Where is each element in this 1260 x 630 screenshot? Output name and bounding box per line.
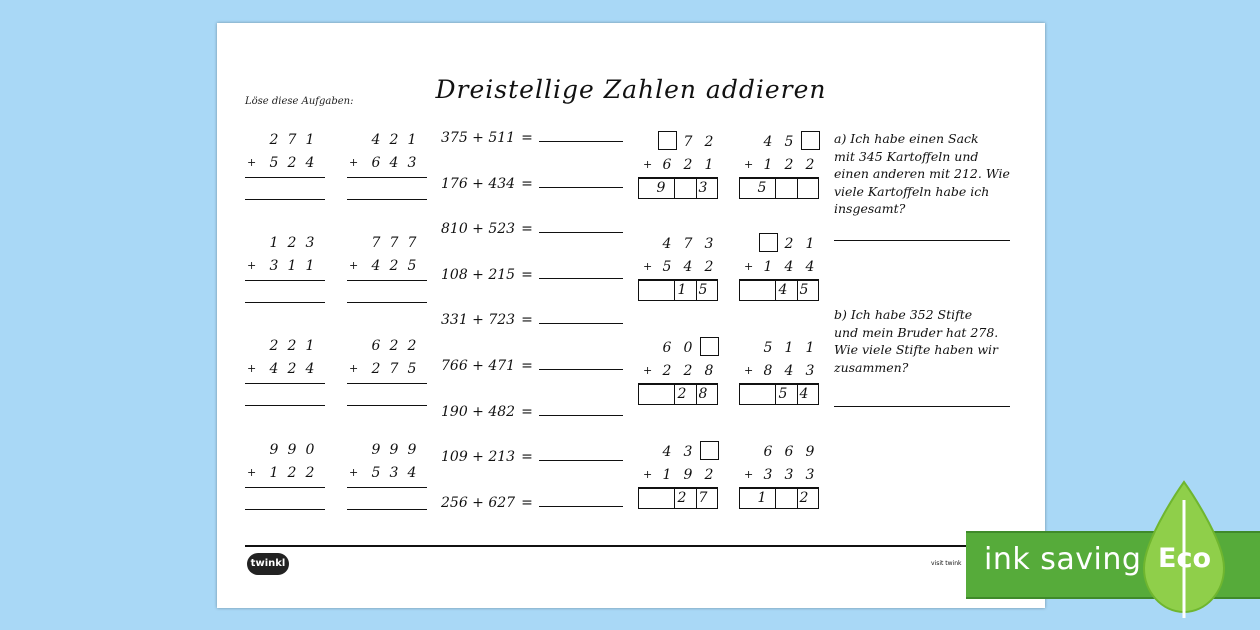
answer-line	[245, 509, 325, 510]
plus-sign: +	[247, 156, 257, 169]
digit: 5	[269, 155, 279, 171]
addend-row	[739, 233, 819, 256]
addend-row	[347, 256, 427, 279]
digit: 1	[805, 236, 815, 252]
digit: 4	[371, 258, 381, 274]
digit: 2	[704, 134, 714, 150]
digit: 6	[662, 340, 672, 356]
row-addition	[441, 267, 623, 283]
missing-digit-problem	[638, 441, 718, 506]
answer-line-b	[834, 406, 1010, 407]
digit: 4	[784, 363, 794, 379]
digit: 2	[269, 338, 279, 354]
twinkl-logo: twinkl	[247, 553, 289, 575]
row-addition	[441, 449, 623, 465]
equals-sign: =	[521, 175, 533, 192]
digit: 9	[269, 442, 279, 458]
digit: 7	[407, 235, 417, 251]
digit: 3	[305, 235, 315, 251]
addend-row	[245, 153, 325, 176]
digit: 7	[389, 361, 399, 377]
digit: 8	[704, 363, 714, 379]
addend-row	[347, 336, 427, 359]
digit: 4	[305, 155, 315, 171]
equals-sign: =	[521, 403, 533, 420]
digit: 4	[662, 444, 672, 460]
sum-line	[245, 383, 325, 384]
addend-row	[638, 337, 718, 360]
result-boxes	[638, 177, 718, 199]
addend-row	[739, 131, 819, 154]
worksheet-title: Dreistellige Zahlen addieren	[435, 75, 827, 104]
word-problem-line: und mein Bruder hat 278.	[834, 324, 999, 340]
column-addition	[245, 233, 325, 279]
addend-row	[638, 256, 718, 279]
footer-visit-text: visit twink	[931, 560, 962, 567]
equals-sign: =	[521, 266, 533, 283]
addend-row	[347, 359, 427, 382]
equals-sign: =	[521, 130, 533, 146]
addend-row	[347, 440, 427, 463]
equation-text: 108 + 215	[441, 266, 516, 283]
row-addition	[441, 176, 623, 192]
digit: 4	[784, 259, 794, 275]
plus-sign: +	[643, 158, 653, 171]
equation-text: 256 + 627	[441, 494, 516, 511]
digit: 1	[305, 338, 315, 354]
plus-sign: +	[349, 466, 359, 479]
addend-row	[739, 441, 819, 464]
digit: 4	[763, 134, 773, 150]
addend-row	[347, 463, 427, 486]
word-problem-line: zusammen?	[834, 359, 909, 375]
addend-row	[739, 154, 819, 177]
word-problem-line: Wie viele Stifte haben wir	[834, 342, 999, 357]
plus-sign: +	[247, 259, 257, 272]
result-divider	[775, 179, 776, 198]
word-problem-line: insgesamt?	[834, 201, 906, 216]
digit: 1	[305, 258, 315, 274]
missing-digit-box[interactable]	[801, 131, 820, 150]
digit: 2	[287, 361, 297, 377]
digit: 1	[287, 258, 297, 274]
result-boxes	[739, 279, 819, 301]
digit: 6	[763, 444, 773, 460]
word-problem-line: b) Ich habe 352 Stifte	[834, 307, 973, 322]
equation-text: 810 + 523	[441, 221, 516, 238]
addend-row	[739, 256, 819, 279]
sum-line	[245, 177, 325, 178]
digit: 2	[704, 467, 714, 483]
row-addition	[441, 221, 623, 237]
equation-text: 331 + 723	[441, 312, 516, 329]
missing-digit-problem	[638, 233, 718, 298]
digit: 7	[683, 134, 693, 150]
digit: 2	[305, 465, 315, 481]
answer-blank	[539, 221, 623, 233]
digit: 2	[269, 132, 279, 148]
digit: 6	[784, 444, 794, 460]
result-digit: 5	[757, 180, 767, 196]
digit: 2	[683, 363, 693, 379]
result-divider	[797, 179, 798, 198]
digit: 2	[389, 132, 399, 148]
equals-sign: =	[521, 494, 533, 511]
answer-blank	[539, 267, 623, 279]
result-digit: 7	[698, 490, 708, 506]
equals-sign: =	[521, 449, 533, 466]
result-divider	[775, 489, 776, 508]
digit: 3	[389, 465, 399, 481]
addend-row	[245, 336, 325, 359]
instruction-text: Löse diese Aufgaben:	[245, 96, 354, 107]
digit: 2	[407, 338, 417, 354]
equation-text: 176 + 434	[441, 175, 516, 192]
plus-sign: +	[744, 468, 754, 481]
answer-blank	[539, 130, 623, 142]
missing-digit-problem	[739, 441, 819, 506]
digit: 2	[287, 235, 297, 251]
plus-sign: +	[349, 362, 359, 375]
plus-sign: +	[247, 466, 257, 479]
answer-blank	[539, 312, 623, 324]
column-addition	[245, 336, 325, 382]
addend-row	[638, 360, 718, 383]
digit: 3	[269, 258, 279, 274]
digit: 9	[287, 442, 297, 458]
row-addition	[441, 404, 623, 420]
digit: 9	[805, 444, 815, 460]
result-digit: 2	[799, 490, 809, 506]
digit: 9	[683, 467, 693, 483]
result-boxes	[739, 383, 819, 405]
plus-sign: +	[247, 362, 257, 375]
digit: 4	[305, 361, 315, 377]
digit: 5	[784, 134, 794, 150]
result-digit: 5	[799, 282, 809, 298]
digit: 9	[407, 442, 417, 458]
word-problem-line: mit 345 Kartoffeln und	[834, 148, 979, 164]
digit: 2	[389, 338, 399, 354]
footer-divider	[245, 545, 1015, 547]
missing-digit-problem	[739, 131, 819, 196]
answer-line	[245, 199, 325, 200]
digit: 1	[704, 157, 714, 173]
addend-row	[245, 463, 325, 486]
result-boxes	[638, 487, 718, 509]
equation-text: 109 + 213	[441, 449, 516, 466]
digit: 0	[683, 340, 693, 356]
result-digit: 9	[656, 180, 666, 196]
digit: 1	[784, 340, 794, 356]
eco-label: Eco	[1158, 543, 1211, 574]
digit: 4	[683, 259, 693, 275]
addend-row	[638, 154, 718, 177]
digit: 2	[389, 258, 399, 274]
digit: 2	[287, 155, 297, 171]
word-problem-b	[834, 306, 1019, 376]
digit: 2	[704, 259, 714, 275]
sum-line	[347, 487, 427, 488]
equals-sign: =	[521, 221, 533, 238]
result-digit: 4	[799, 386, 809, 402]
digit: 4	[662, 236, 672, 252]
digit: 3	[704, 236, 714, 252]
digit: 3	[805, 363, 815, 379]
result-boxes	[638, 383, 718, 405]
digit: 2	[683, 157, 693, 173]
digit: 7	[371, 235, 381, 251]
addend-row	[638, 131, 718, 154]
equation-text: 375 + 511	[441, 130, 516, 146]
result-digit: 5	[778, 386, 788, 402]
plus-sign: +	[349, 156, 359, 169]
addend-row	[638, 441, 718, 464]
addend-row	[638, 464, 718, 487]
digit: 3	[683, 444, 693, 460]
digit: 5	[407, 361, 417, 377]
digit: 3	[763, 467, 773, 483]
result-divider	[674, 179, 675, 198]
result-digit: 3	[698, 180, 708, 196]
column-addition	[347, 336, 427, 382]
digit: 5	[371, 465, 381, 481]
digit: 6	[662, 157, 672, 173]
digit: 1	[407, 132, 417, 148]
addend-row	[347, 130, 427, 153]
answer-blank	[539, 495, 623, 507]
digit: 2	[784, 236, 794, 252]
sum-line	[347, 383, 427, 384]
digit: 3	[805, 467, 815, 483]
addend-row	[739, 464, 819, 487]
sum-line	[347, 280, 427, 281]
missing-digit-problem	[638, 337, 718, 402]
digit: 7	[683, 236, 693, 252]
column-addition	[245, 130, 325, 176]
digit: 1	[305, 132, 315, 148]
addend-row	[245, 256, 325, 279]
digit: 1	[269, 235, 279, 251]
missing-digit-box[interactable]	[658, 131, 677, 150]
column-addition	[245, 440, 325, 486]
equation-text: 190 + 482	[441, 403, 516, 420]
missing-digit-problem	[739, 337, 819, 402]
digit: 1	[805, 340, 815, 356]
digit: 9	[371, 442, 381, 458]
addend-row	[638, 233, 718, 256]
digit: 2	[784, 157, 794, 173]
missing-digit-box[interactable]	[700, 337, 719, 356]
answer-line	[347, 302, 427, 303]
result-digit: 2	[677, 386, 687, 402]
missing-digit-problem	[638, 131, 718, 196]
ink-saving-label: ink saving	[984, 542, 1142, 577]
digit: 6	[371, 155, 381, 171]
addend-row	[739, 337, 819, 360]
word-problem-line: viele Kartoffeln habe ich	[834, 183, 990, 199]
row-addition	[441, 130, 623, 146]
column-addition	[347, 440, 427, 486]
addend-row	[739, 360, 819, 383]
digit: 5	[662, 259, 672, 275]
digit: 2	[287, 465, 297, 481]
digit: 4	[371, 132, 381, 148]
plus-sign: +	[744, 364, 754, 377]
result-digit: 1	[757, 490, 767, 506]
answer-line-a	[834, 240, 1010, 241]
sum-line	[347, 177, 427, 178]
digit: 2	[287, 338, 297, 354]
digit: 1	[662, 467, 672, 483]
row-addition	[441, 495, 623, 511]
result-digit: 5	[698, 282, 708, 298]
digit: 7	[287, 132, 297, 148]
answer-line	[347, 509, 427, 510]
digit: 4	[389, 155, 399, 171]
digit: 1	[763, 157, 773, 173]
equals-sign: =	[521, 312, 533, 329]
row-addition	[441, 312, 623, 328]
addend-row	[347, 153, 427, 176]
answer-blank	[539, 449, 623, 461]
digit: 2	[805, 157, 815, 173]
column-addition	[347, 233, 427, 279]
word-problem-line: einen anderen mit 212. Wie	[834, 166, 1010, 181]
answer-blank	[539, 404, 623, 416]
sum-line	[245, 487, 325, 488]
row-addition	[441, 358, 623, 374]
equation-text: 766 + 471	[441, 358, 516, 374]
plus-sign: +	[643, 468, 653, 481]
digit: 2	[662, 363, 672, 379]
plus-sign: +	[744, 260, 754, 273]
digit: 1	[269, 465, 279, 481]
result-boxes	[638, 279, 718, 301]
answer-line	[347, 405, 427, 406]
answer-blank	[539, 358, 623, 370]
result-digit: 4	[778, 282, 788, 298]
digit: 3	[407, 155, 417, 171]
digit: 4	[805, 259, 815, 275]
result-boxes	[739, 177, 819, 199]
answer-line	[245, 302, 325, 303]
digit: 8	[763, 363, 773, 379]
missing-digit-box[interactable]	[759, 233, 778, 252]
addend-row	[245, 440, 325, 463]
addend-row	[347, 233, 427, 256]
digit: 5	[407, 258, 417, 274]
result-digit: 1	[677, 282, 687, 298]
plus-sign: +	[643, 364, 653, 377]
missing-digit-box[interactable]	[700, 441, 719, 460]
digit: 1	[763, 259, 773, 275]
word-problem-line: a) Ich habe einen Sack	[834, 131, 979, 146]
digit: 7	[389, 235, 399, 251]
answer-line	[347, 199, 427, 200]
result-digit: 2	[677, 490, 687, 506]
sum-line	[245, 280, 325, 281]
digit: 0	[305, 442, 315, 458]
addend-row	[245, 233, 325, 256]
result-boxes	[739, 487, 819, 509]
column-addition	[347, 130, 427, 176]
word-problem-a	[834, 130, 1019, 218]
result-digit: 8	[698, 386, 708, 402]
plus-sign: +	[643, 260, 653, 273]
digit: 6	[371, 338, 381, 354]
plus-sign: +	[744, 158, 754, 171]
digit: 3	[784, 467, 794, 483]
answer-blank	[539, 176, 623, 188]
answer-line	[245, 405, 325, 406]
digit: 9	[389, 442, 399, 458]
addend-row	[245, 359, 325, 382]
digit: 5	[763, 340, 773, 356]
plus-sign: +	[349, 259, 359, 272]
missing-digit-problem	[739, 233, 819, 298]
addend-row	[245, 130, 325, 153]
equals-sign: =	[521, 358, 533, 374]
digit: 2	[371, 361, 381, 377]
worksheet	[217, 23, 1045, 608]
digit: 4	[269, 361, 279, 377]
digit: 4	[407, 465, 417, 481]
